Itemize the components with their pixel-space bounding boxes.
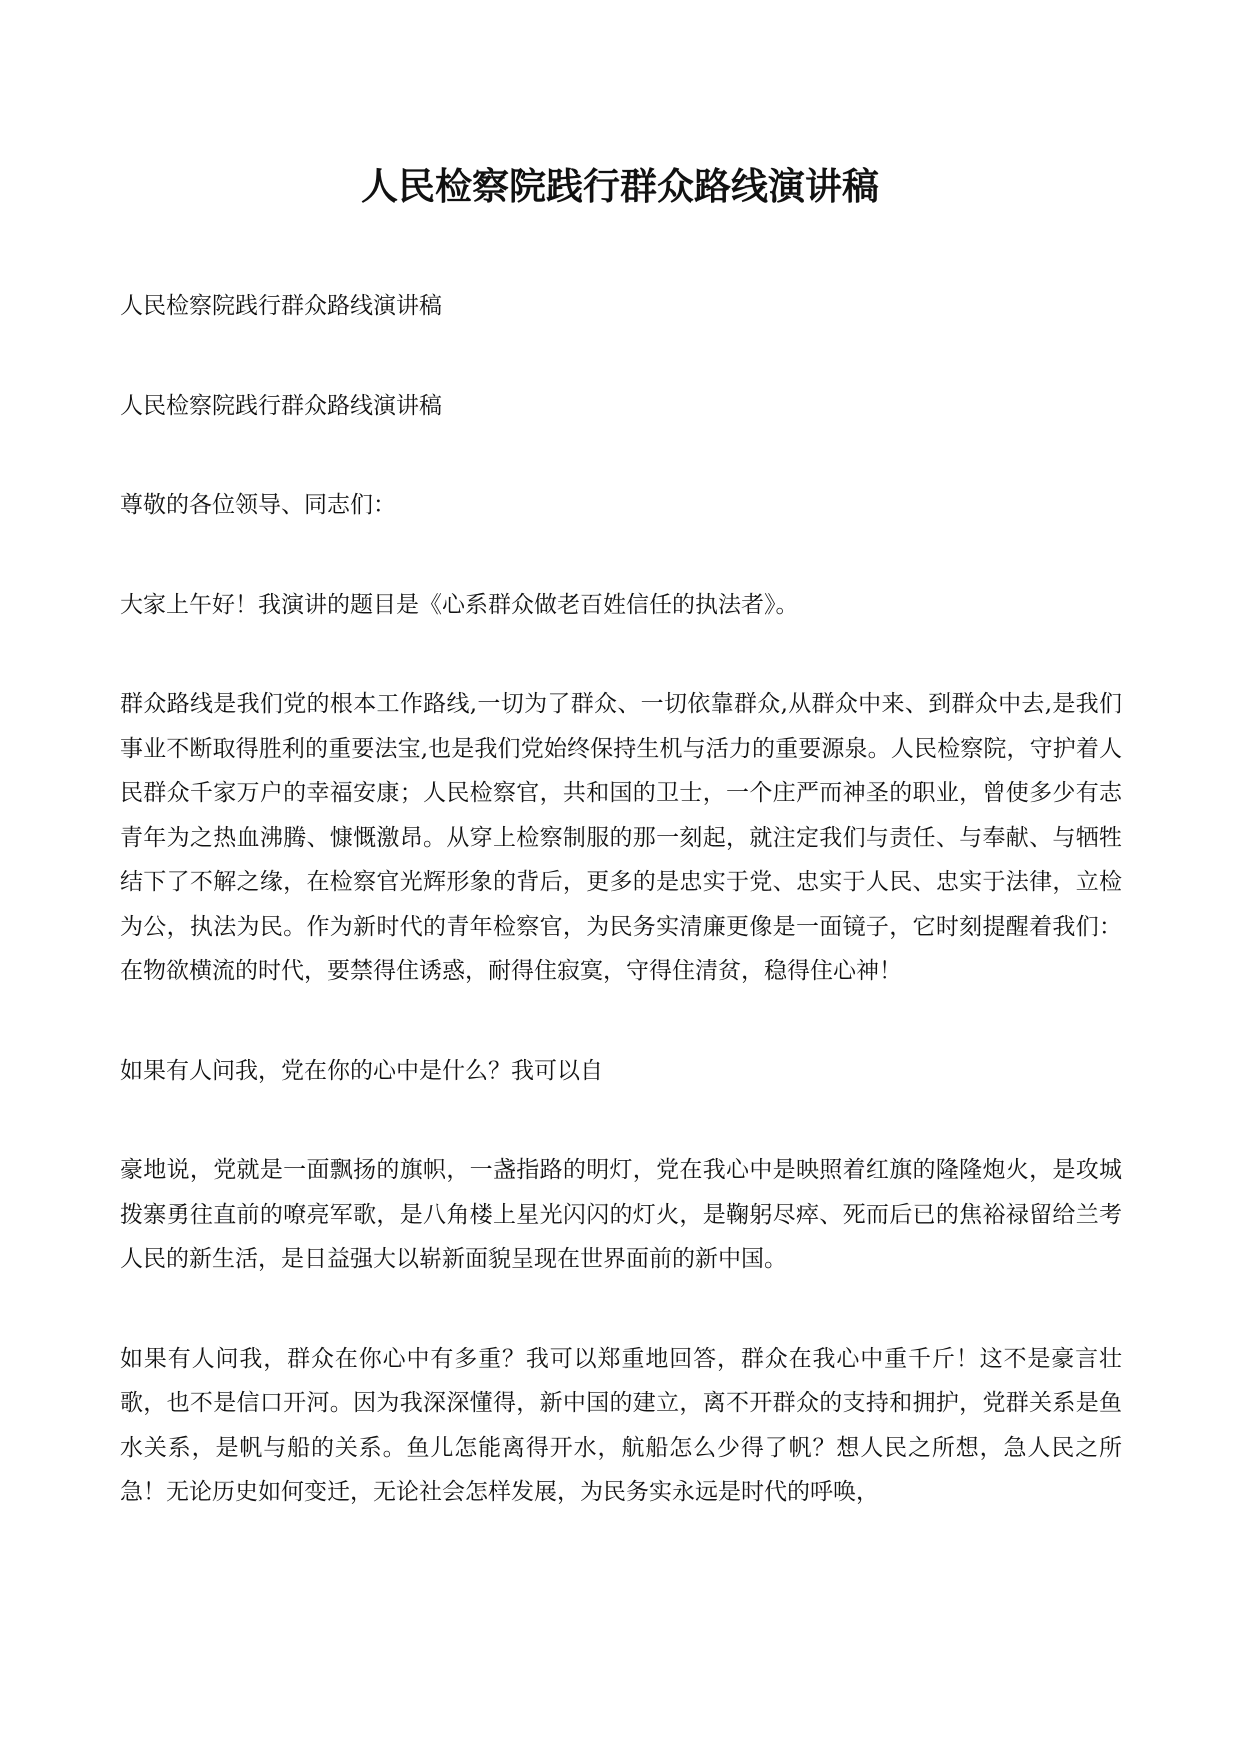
paragraph-heading-2: 人民检察院践行群众路线演讲稿 <box>120 392 442 419</box>
document-title: 人民检察院践行群众路线演讲稿 <box>361 164 879 208</box>
paragraph-party-answer: 豪地说，党就是一面飘扬的旗帜，一盏指路的明灯，党在我心中是映照着红旗的隆隆炮火，是攻城拨寨勇往直前的嘹亮军歌，是八角楼上星光闪闪的灯火，是鞠躬尽瘁、死而后已的焦裕禄留给兰考人民的新生活，是日益强大以崭新面貌呈现在世界面前的新中国。 <box>120 1157 1122 1272</box>
paragraph-mass-line: 群众路线是我们党的根本工作路线,一切为了群众、一切依靠群众,从群众中来、到群众中去,是我们事业不断取得胜利的重要法宝,也是我们党始终保持生机与活力的重要源泉。人民检察院，守护着人民群众千家万户的幸福安康；人民检察官，共和国的卫士，一个庄严而神圣的职业，曾使多少有志青年为之热血沸腾、慷慨激昂。从穿上检察制服的那一刻起，就注定我们与责任、与奉献、与牺牲结下了不解之缘，在检察官光辉形象的背后，更多的是忠实于党、忠实于人民、忠实于法律，立检为公，执法为民。作为新时代的青年检察官，为民务实清廉更像是一面镜子，它时刻提醒着我们：在物欲横流的时代，要禁得住诱惑，耐得住寂寞，守得住清贫，稳得住心神！ <box>120 691 1122 984</box>
paragraph-greeting: 大家上午好！我演讲的题目是《心系群众做老百姓信任的执法者》。 <box>120 591 799 618</box>
paragraph-question-masses: 如果有人问我，群众在你心中有多重？我可以郑重地回答，群众在我心中重千斤！这不是豪言壮歌，也不是信口开河。因为我深深懂得，新中国的建立，离不开群众的支持和拥护，党群关系是鱼水关系，是帆与船的关系。鱼儿怎能离得开水，航船怎么少得了帆？想人民之所想，急人民之所急！无论历史如何变迁，无论社会怎样发展，为民务实永远是时代的呼唤， <box>120 1345 1122 1505</box>
document-body <box>120 284 1122 1515</box>
paragraph-question-party: 如果有人问我，党在你的心中是什么？我可以自 <box>120 1057 603 1084</box>
paragraph-heading-1: 人民检察院践行群众路线演讲稿 <box>120 293 442 319</box>
paragraph-salutation: 尊敬的各位领导、同志们： <box>120 492 396 518</box>
